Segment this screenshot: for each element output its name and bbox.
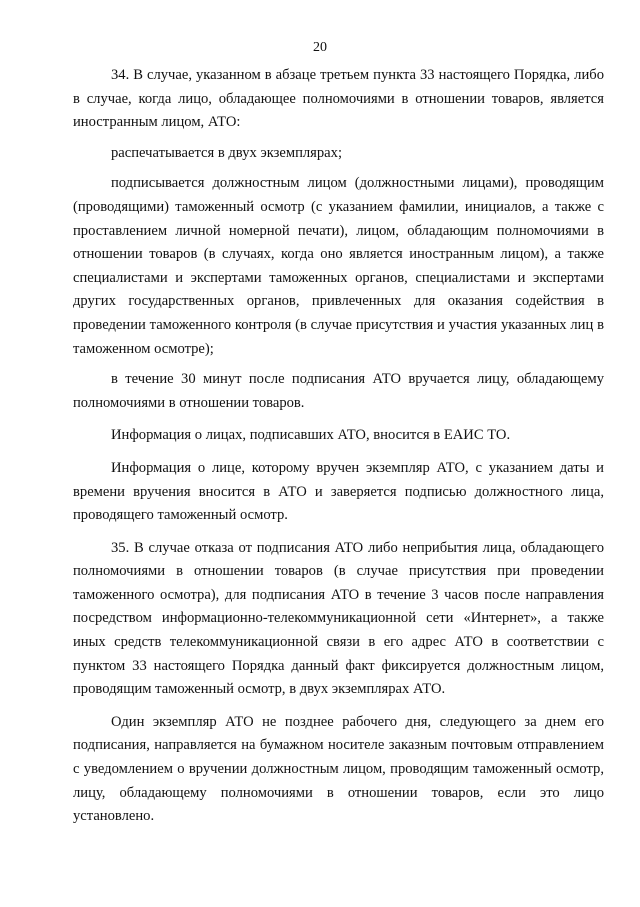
paragraph-print-copies: распечатывается в двух экземплярах; [111, 144, 343, 161]
document-body [73, 64, 604, 829]
paragraph-signing: подписывается должностным лицом (должностными лицами), проводящим (проводящими) таможенный осмотр (с указанием фамилии, инициалов, а также с проставлением личной номерной печати), лицом, обладающим полномочиями в отношении товаров (в случаях, когда оно является иностранным лицом), а также специалистами и экспертами таможенных органов, специалистами и экспертами других государственных органов, привлеченных для оказания содействия в проведении таможенного контроля (в случае присутствия и участия указанных лиц в таможенном осмотре); [73, 175, 604, 357]
paragraph-35-refusal: 35. В случае отказа от подписания АТО либо неприбытия лица, обладающего полномочиями в отношении товаров (в случае присутствия при проведении таможенного осмотра), для подписания АТО в течение 3 часов после направления посредством информационно-телекоммуникационной сети «Интернет», а также иных средств телекоммуникационной связи в его адрес АТО в соответствии с пунктом 33 настоящего Порядка данный факт фиксируется должностным лицом, проводящим таможенный осмотр, в двух экземплярах АТО. [73, 539, 604, 698]
paragraph-34-intro: 34. В случае, указанном в абзаце третьем пункта 33 настоящего Порядка, либо в случае, когда лицо, обладающее полномочиями в отношении товаров, является иностранным лицом, АТО: [73, 67, 604, 131]
paragraph-copy-mailing: Один экземпляр АТО не позднее рабочего дня, следующего за днем его подписания, направляется на бумажном носителе заказным почтовым отправлением с уведомлением о вручении должностным лицом, проводящим таможенный осмотр, лицу, обладающему полномочиями в отношении товаров, если это лицо установлено. [73, 713, 604, 825]
paragraph-eais-info: Информация о лицах, подписавших АТО, вносится в ЕАИС ТО. [111, 427, 511, 444]
paragraph-delivery: в течение 30 минут после подписания АТО вручается лицу, обладающему полномочиями в отношении товаров. [73, 371, 604, 411]
paragraph-recipient-info: Информация о лице, которому вручен экземпляр АТО, с указанием даты и времени вручения вносится в АТО и заверяется подписью должностного лица, проводящего таможенный осмотр. [73, 459, 604, 524]
page-number: 20 [313, 40, 327, 55]
